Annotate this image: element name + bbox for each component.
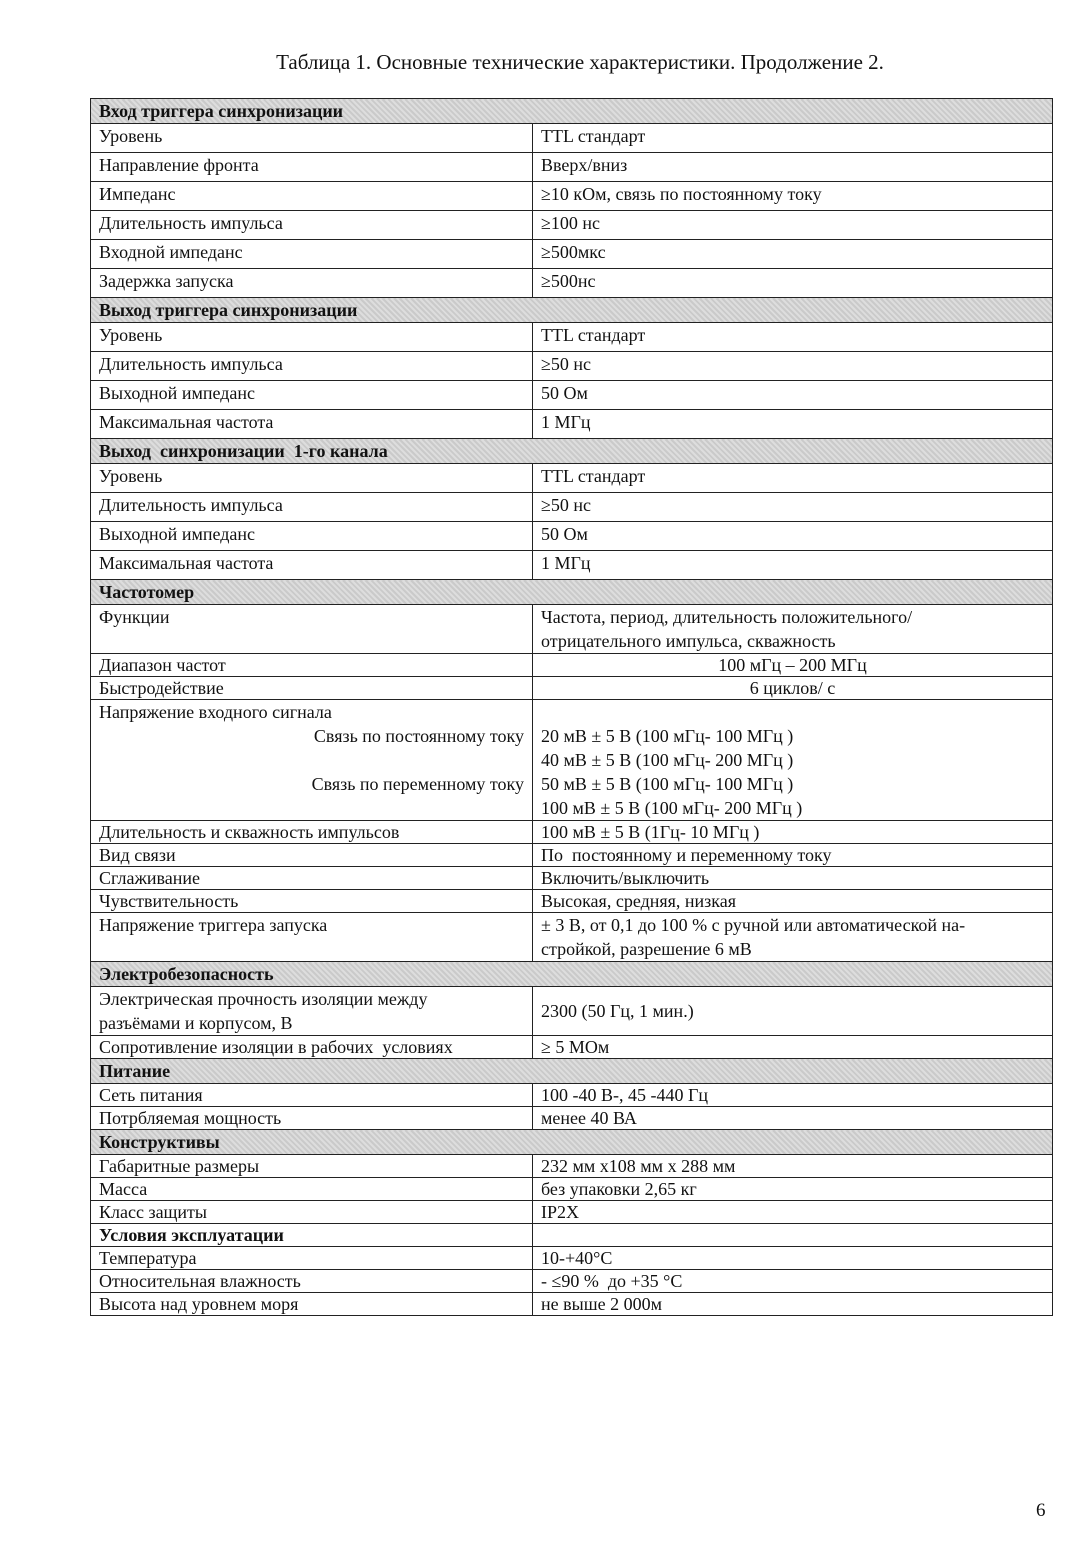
param-value: ≥ 5 МОм [533, 1036, 1053, 1059]
table-row [91, 677, 1053, 700]
table-row [91, 867, 1053, 890]
param-value: - ≤90 % до +35 °C [533, 1270, 1053, 1293]
table-row [91, 522, 1053, 551]
param-name: Габаритные размеры [91, 1155, 533, 1178]
param-value: 50 Ом [533, 381, 1053, 410]
param-name: Вид связи [91, 844, 533, 867]
table-row [91, 323, 1053, 352]
table-row [91, 410, 1053, 439]
param-value: TTL стандарт [533, 464, 1053, 493]
section-header [91, 580, 1053, 605]
value-line: отрицательного импульса, скважность [541, 631, 836, 651]
section-title: Условия эксплуатации [91, 1224, 533, 1247]
table-row [91, 269, 1053, 298]
table-row [91, 211, 1053, 240]
name-line: Электрическая прочность изоляции между [99, 989, 428, 1009]
param-value: не выше 2 000м [533, 1293, 1053, 1316]
param-name: Сглаживание [91, 867, 533, 890]
param-value: менее 40 ВА [533, 1107, 1053, 1130]
section-title: Вход триггера синхронизации [91, 99, 1053, 124]
param-name: Задержка запуска [91, 269, 533, 298]
param-value: ≥100 нс [533, 211, 1053, 240]
param-value: 2300 (50 Гц, 1 мин.) [533, 987, 1053, 1036]
param-value: 232 мм х108 мм х 288 мм [533, 1155, 1053, 1178]
table-row [91, 1201, 1053, 1224]
param-name: Длительность и скважность импульсов [91, 821, 533, 844]
table-row [91, 1247, 1053, 1270]
section-title: Выход синхронизации 1-го канала [91, 439, 1053, 464]
param-value: 1 МГц [533, 551, 1053, 580]
table-row [91, 821, 1053, 844]
param-name: Температура [91, 1247, 533, 1270]
param-name: Потрбляемая мощность [91, 1107, 533, 1130]
param-name: Диапазон частот [91, 654, 533, 677]
param-name: Выходной импеданс [91, 522, 533, 551]
param-name: Масса [91, 1178, 533, 1201]
param-value: Вверх/вниз [533, 153, 1053, 182]
param-name: Уровень [91, 124, 533, 153]
dc-coupling-label: Связь по постоянному току [313, 726, 524, 746]
param-name: Высота над уровнем моря [91, 1293, 533, 1316]
table-row [91, 1293, 1053, 1316]
param-name: Длительность импульса [91, 211, 533, 240]
section-title: Питание [91, 1059, 1053, 1084]
param-name: Класс защиты [91, 1201, 533, 1224]
table-row [91, 1036, 1053, 1059]
param-value: По постоянному и переменному току [533, 844, 1053, 867]
param-value: 50 Ом [533, 522, 1053, 551]
param-value: 100 мГц – 200 МГц [533, 654, 1053, 677]
param-name: Длительность импульса [91, 493, 533, 522]
param-name: Сопротивление изоляции в рабочих условиях [91, 1036, 533, 1059]
value-line: стройкой, разрешение 6 мВ [541, 939, 752, 959]
table-caption: Таблица 1. Основные технические характеристики. Продолжение 2. [276, 50, 884, 74]
section-title: Выход триггера синхронизации [91, 298, 1053, 323]
param-value: ≥10 кОм, связь по постоянному току [533, 182, 1053, 211]
section-header [91, 1224, 1053, 1247]
param-value: ≥500нс [533, 269, 1053, 298]
table-row [91, 493, 1053, 522]
param-name: Импеданс [91, 182, 533, 211]
table-row [91, 605, 1053, 654]
param-value: Включить/выключить [533, 867, 1053, 890]
section-header [91, 99, 1053, 124]
param-name: Входной импеданс [91, 240, 533, 269]
table-row [91, 844, 1053, 867]
param-value: 100 мВ ± 5 В (1Гц- 10 МГц ) [533, 821, 1053, 844]
param-name: Функции [91, 605, 533, 654]
value-line: Частота, период, длительность положительного/ [541, 607, 913, 627]
table-row [91, 700, 1053, 821]
table-row [91, 153, 1053, 182]
param-value [533, 913, 1053, 962]
table-row [91, 182, 1053, 211]
table-row [91, 654, 1053, 677]
table-row [91, 1155, 1053, 1178]
param-value: 10-+40°C [533, 1247, 1053, 1270]
page-number: 6 [1036, 1500, 1046, 1521]
table-row [91, 381, 1053, 410]
table-row [91, 1178, 1053, 1201]
param-value: 6 циклов/ с [533, 677, 1053, 700]
section-title: Конструктивы [91, 1130, 1053, 1155]
param-value: ≥50 нс [533, 352, 1053, 381]
section-header [91, 439, 1053, 464]
param-name: Напряжение триггера запуска [91, 913, 533, 962]
table-row [91, 913, 1053, 962]
table-row [91, 890, 1053, 913]
param-name: Длительность импульса [91, 352, 533, 381]
table-row [91, 987, 1053, 1036]
param-value [533, 700, 1053, 821]
value-line: 100 мВ ± 5 В (100 мГц- 200 МГц ) [541, 798, 803, 818]
param-value: Высокая, средняя, низкая [533, 890, 1053, 913]
param-name: Выходной импеданс [91, 381, 533, 410]
value-line: 40 мВ ± 5 В (100 мГц- 200 МГц ) [541, 750, 794, 770]
param-value: TTL стандарт [533, 323, 1053, 352]
section-title: Электробезопасность [91, 962, 1053, 987]
param-name: Максимальная частота [91, 410, 533, 439]
param-name: Сеть питания [91, 1084, 533, 1107]
name-line: разъёмами и корпусом, В [99, 1013, 293, 1033]
section-header [91, 298, 1053, 323]
section-header [91, 1059, 1053, 1084]
param-name: Направление фронта [91, 153, 533, 182]
param-value [533, 605, 1053, 654]
value-line: 20 мВ ± 5 В (100 мГц- 100 МГц ) [541, 726, 794, 746]
param-name: Чувствительность [91, 890, 533, 913]
table-row [91, 124, 1053, 153]
section-header [91, 1130, 1053, 1155]
param-name [91, 987, 533, 1036]
ac-coupling-label: Связь по переменному току [311, 774, 524, 794]
param-value: без упаковки 2,65 кг [533, 1178, 1053, 1201]
table-row [91, 551, 1053, 580]
value-line: 50 мВ ± 5 В (100 мГц- 100 МГц ) [541, 774, 794, 794]
param-name [91, 700, 533, 821]
section-title: Частотомер [91, 580, 1053, 605]
spec-table [90, 98, 1053, 1316]
table-row [91, 1107, 1053, 1130]
param-value: 1 МГц [533, 410, 1053, 439]
param-value: IP2X [533, 1201, 1053, 1224]
param-value: ≥500мкс [533, 240, 1053, 269]
param-name: Уровень [91, 464, 533, 493]
param-value: 100 -40 В-, 45 -440 Гц [533, 1084, 1053, 1107]
param-name: Уровень [91, 323, 533, 352]
value-line: ± 3 В, от 0,1 до 100 % с ручной или автоматической на- [541, 915, 966, 935]
table-row [91, 464, 1053, 493]
param-name: Относительная влажность [91, 1270, 533, 1293]
section-header [91, 962, 1053, 987]
empty-cell [533, 1224, 1053, 1247]
table-row [91, 352, 1053, 381]
table-row [91, 240, 1053, 269]
param-value: TTL стандарт [533, 124, 1053, 153]
param-name: Быстродействие [91, 677, 533, 700]
param-name: Максимальная частота [91, 551, 533, 580]
param-value: ≥50 нс [533, 493, 1053, 522]
table-row [91, 1270, 1053, 1293]
input-voltage-label: Напряжение входного сигнала [99, 702, 332, 722]
table-row [91, 1084, 1053, 1107]
